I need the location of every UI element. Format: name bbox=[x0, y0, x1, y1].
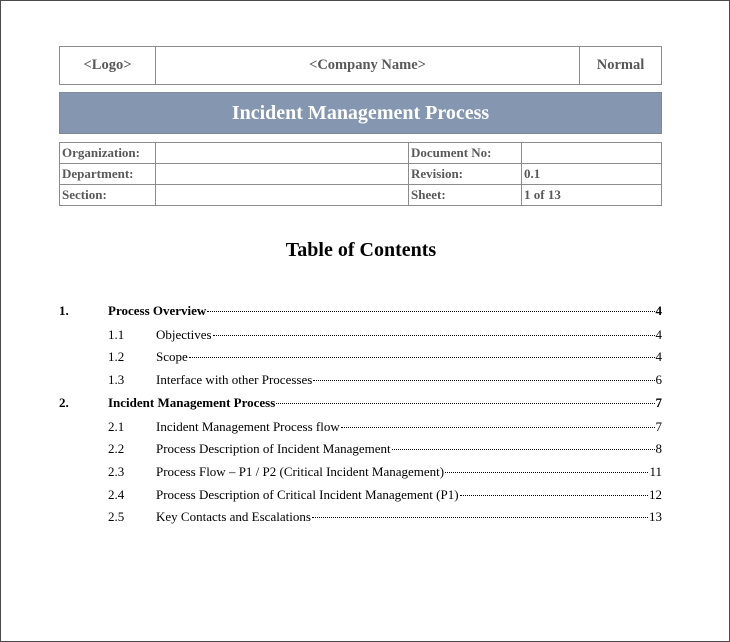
section-value bbox=[156, 185, 409, 206]
toc-entry-page: 11 bbox=[649, 464, 662, 479]
toc-entry-number: 2.2 bbox=[108, 441, 125, 456]
toc-heading: Table of Contents bbox=[285, 239, 437, 261]
department-label: Department: bbox=[60, 164, 156, 185]
dot-leader bbox=[460, 495, 648, 496]
toc-entry[interactable] bbox=[59, 303, 662, 321]
document-no-value bbox=[522, 143, 662, 164]
toc-entry-page: 6 bbox=[655, 372, 662, 387]
toc-entry-page: 7 bbox=[655, 395, 662, 410]
toc-entry-number: 2.4 bbox=[108, 487, 125, 502]
department-value bbox=[156, 164, 409, 185]
toc-entry[interactable] bbox=[59, 509, 662, 527]
dot-leader bbox=[313, 380, 654, 381]
dot-leader bbox=[213, 335, 655, 336]
toc-entry-number: 1.1 bbox=[108, 327, 125, 342]
toc-entry[interactable] bbox=[59, 419, 662, 437]
toc-entry-label: Process Overview bbox=[108, 303, 207, 318]
toc-entry[interactable] bbox=[59, 395, 662, 413]
dot-leader bbox=[341, 427, 655, 428]
document-header bbox=[59, 46, 662, 85]
toc-entry[interactable] bbox=[59, 441, 662, 459]
section-label: Section: bbox=[60, 185, 156, 206]
logo-placeholder: <Logo> bbox=[60, 47, 156, 84]
toc-entry-page: 4 bbox=[655, 349, 662, 364]
toc-entry-label: Incident Management Process bbox=[108, 395, 276, 410]
meta-row-section bbox=[60, 185, 662, 206]
dot-leader bbox=[312, 517, 648, 518]
dot-leader bbox=[189, 357, 655, 358]
sheet-value: 1 of 13 bbox=[522, 185, 662, 206]
toc-entry-page: 7 bbox=[655, 419, 662, 434]
toc-entry-number: 2.5 bbox=[108, 509, 125, 524]
toc-entry-page: 4 bbox=[655, 303, 662, 318]
toc-entry-page: 4 bbox=[655, 327, 662, 342]
toc-entry[interactable] bbox=[59, 464, 662, 482]
dot-leader bbox=[276, 403, 654, 404]
toc-entry-number: 1. bbox=[59, 303, 69, 318]
toc-entry-number: 2.1 bbox=[108, 419, 125, 434]
toc-entry-label: Interface with other Processes bbox=[156, 372, 313, 387]
toc-entry-label: Process Flow – P1 / P2 (Critical Incident Management) bbox=[156, 464, 445, 479]
organization-value bbox=[156, 143, 409, 164]
sheet-label: Sheet: bbox=[409, 185, 522, 206]
organization-label: Organization: bbox=[60, 143, 156, 164]
toc-entry[interactable] bbox=[59, 372, 662, 390]
dot-leader bbox=[392, 449, 655, 450]
toc-entry-label: Objectives bbox=[156, 327, 212, 342]
toc-entry-page: 12 bbox=[649, 487, 662, 502]
toc-entry-number: 1.3 bbox=[108, 372, 125, 387]
toc-entry-label: Key Contacts and Escalations bbox=[156, 509, 311, 524]
revision-value: 0.1 bbox=[522, 164, 662, 185]
toc-entry-label: Process Description of Incident Management bbox=[156, 441, 391, 456]
toc-entry-page: 13 bbox=[649, 509, 662, 524]
toc-entry-label: Scope bbox=[156, 349, 188, 364]
meta-row-department bbox=[60, 164, 662, 185]
dot-leader bbox=[445, 472, 648, 473]
meta-row-organization bbox=[60, 143, 662, 164]
toc-entry[interactable] bbox=[59, 349, 662, 367]
document-title: Incident Management Process bbox=[59, 92, 662, 134]
toc-entry-number: 2.3 bbox=[108, 464, 125, 479]
document-meta-table bbox=[59, 142, 662, 206]
toc-entry-number: 2. bbox=[59, 395, 69, 410]
classification-label: Normal bbox=[596, 57, 645, 73]
toc-entry-label: Incident Management Process flow bbox=[156, 419, 340, 434]
toc-entry[interactable] bbox=[59, 487, 662, 505]
toc-entry[interactable] bbox=[59, 327, 662, 345]
toc-entry-number: 1.2 bbox=[108, 349, 125, 364]
toc-entry-page: 8 bbox=[655, 441, 662, 456]
document-no-label: Document No: bbox=[409, 143, 522, 164]
company-name: <Company Name> bbox=[156, 47, 580, 84]
dot-leader bbox=[207, 311, 654, 312]
toc-entry-label: Process Description of Critical Incident Management (P1) bbox=[156, 487, 459, 502]
revision-label: Revision: bbox=[409, 164, 522, 185]
